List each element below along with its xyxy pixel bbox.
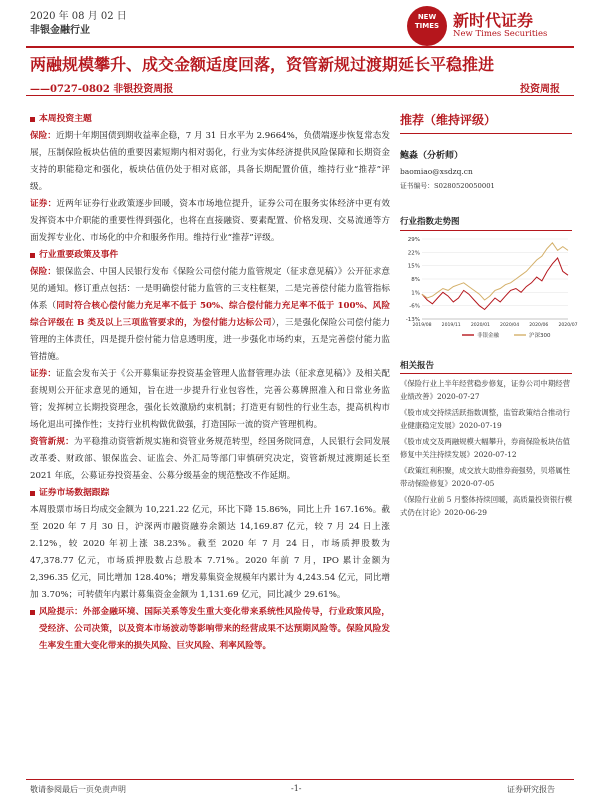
- legend-label: 沪深300: [529, 333, 551, 339]
- related-reports-list: [400, 377, 572, 519]
- y-tick-label: -13%: [405, 317, 420, 323]
- related-report-item[interactable]: 《股市成交持续活跃指数调整，监管政策结合推动行业健康稳定发展》2020-07-19: [400, 408, 570, 430]
- report-type: 投资周报: [520, 84, 560, 95]
- paragraph-insurance: 保险：近期十年期国债到期收益率企稳，7 月 31 日水平为 2.9664%，负债端逐步恢复常态发展，压制保险板块估值的重要因素短期内相对弱化，行业为实体经济提供风险保障和长期资金支持的职能稳定和强化，板块估值仍处于相对底部，具备长期配置价值，维持行业“推荐”评级。: [30, 131, 390, 192]
- analyst-email[interactable]: baomiao@xsdzq.cn: [400, 167, 473, 176]
- page-number: -1-: [291, 784, 302, 793]
- rating: 推荐（维持评级）: [400, 111, 572, 134]
- bullet-square-icon: [30, 117, 35, 122]
- section-heading: 证券市场数据跟踪: [30, 485, 390, 502]
- bullet-square-icon: [30, 610, 35, 615]
- related-report-item[interactable]: 《股市成交及两融规模大幅攀升，券商保险板块估值修复中关注持续发展》2020-07-12: [400, 437, 570, 459]
- x-tick-label: 2020/07: [558, 323, 578, 328]
- header-divider: [26, 46, 574, 48]
- paragraph-securities: 证券：近两年证券行业政策逐步回暖，资本市场地位提升，证券公司在服务实体经济中更有效发挥资本中介职能的重要性得到强化，也将在直接融资、要素配置、价格发现、交易流通等方面发挥专业化、市场化的中介和服务作用。维持行业“推荐”评级。: [30, 199, 390, 243]
- legend-label: 非银金融: [477, 333, 500, 339]
- footer-divider: [26, 779, 574, 780]
- footer-disclaimer: 敬请参阅最后一页免责声明: [30, 785, 126, 794]
- analyst-cert: 证书编号：S0280520050001: [400, 182, 495, 190]
- footer-label: 证券研究报告: [507, 785, 555, 794]
- y-tick-label: 8%: [411, 277, 420, 283]
- sidebar: [400, 111, 578, 519]
- industry-label: 非银金融行业: [30, 25, 90, 36]
- summary-column: [30, 111, 390, 655]
- section-heading: 本周投资主题: [30, 111, 390, 128]
- section-heading: 行业重要政策及事件: [30, 247, 390, 264]
- index-trend-chart: [400, 235, 578, 345]
- x-tick-label: 2019/08: [412, 323, 432, 328]
- paragraph-asset-mgmt: 资管新规：为平稳推动资管新规实施和资管业务规范转型，经国务院同意，人民银行会同发展改革委、财政部、银保监会、证监会、外汇局等部门审慎研究决定，资管新规过渡期延长至 2021 年底，公募证券投资基金、公募分级基金的规范整改不作延期。: [30, 437, 390, 481]
- brand-logo: [407, 6, 567, 46]
- analyst-name: 鲍淼（分析师）: [400, 151, 464, 161]
- y-tick-label: -6%: [409, 303, 420, 310]
- logo-cn-name: 新时代证券: [453, 11, 534, 30]
- paragraph-market-data: 本周股票市场日均成交金额为 10,221.22 亿元，环比下降 15.86%，同比上升 167.16%。截至 2020 年 7 月 30 日，沪深两市融资融券余额达 14,169.87 亿元，较 7 月 24 日上涨 2.12%，较 2020 年初上涨 38.23%。截至 2020 年 7 月 24 日，市场质押股数为 47,378.77 亿元，市场质押股数占总股本 7.71%。2020 年前 7 月，IPO 累计金额为 2,396.35 亿元，同比增加 128.40%；增发募集资金规模年内累计为 4,243.54 亿元，同比增加 3.70%；可转债年内累计募集资金金额为 1,131.69 亿元，同比减少 29.61%。: [30, 505, 390, 600]
- related-report-item[interactable]: 《政策红利积聚，成交放大助推券商强势，贝塔属性带动保险修复》2020-07-05: [400, 466, 570, 488]
- x-tick-label: 2020/06: [529, 323, 549, 328]
- related-report-item[interactable]: 《保险行业前 5 月整体持续回暖，高质量投资银行模式仍在讨论》2020-06-29: [400, 495, 572, 517]
- bullet-square-icon: [30, 253, 35, 258]
- risk-warning: 风险提示：外部金融环境、国际关系等发生重大变化带来系统性风险传导，行业政策风险，受经济、公司决策，以及资本市场波动等影响带来的经营成果不达预期风险等。保险风险发生率发生重大变化带来的损失风险、巨灾风险、利率风险等。: [30, 604, 390, 655]
- logo-mark-icon: NEW TIMES: [407, 6, 447, 46]
- x-tick-label: 2020/04: [500, 323, 520, 328]
- bullet-square-icon: [30, 491, 35, 496]
- y-tick-label: 22%: [407, 250, 420, 257]
- related-report-item[interactable]: 《保险行业上半年经营稳步修复，证券公司中期经营业绩改善》2020-07-27: [400, 379, 570, 401]
- x-tick-label: 2019/11: [441, 323, 461, 328]
- report-title: 两融规模攀升、成交金额适度回落，资管新规过渡期延长平稳推进: [30, 55, 495, 74]
- report-date: 2020 年 08 月 02 日: [30, 11, 127, 22]
- y-tick-label: 1%: [411, 290, 420, 297]
- related-reports-title: 相关报告: [400, 359, 572, 374]
- paragraph-securities-policy: 证券：证监会发布关于《公开募集证券投资基金管理人监督管理办法（征求意见稿）》及相关配套规则公开征求意见的通知，旨在进一步提升行业包容性，完善公募牌照准入和日常业务监管；发挥树立长期投资理念，强化长效激励约束机制；打造更有韧性的行业生态，提高机构市场化退出可操作性；支持行业机构做优做强，打造国际一流的资产管理机构。: [30, 369, 390, 430]
- y-tick-label: 15%: [407, 263, 420, 270]
- report-subtitle: ——0727-0802 非银投资周报: [30, 84, 174, 95]
- logo-en-name: New Times Securities: [453, 29, 548, 39]
- x-tick-label: 2020/01: [470, 323, 490, 328]
- chart-title: 行业指数走势图: [400, 215, 572, 231]
- title-divider: [26, 95, 574, 96]
- y-tick-label: 29%: [407, 237, 420, 243]
- series-line-1: [422, 243, 568, 300]
- paragraph-insurance-policy: 保险：银保监会、中国人民银行发布《保险公司偿付能力监管规定（征求意见稿）》公开征求意见的通知。修订重点包括：一是明确偿付能力监管的三支柱框架，二是完善偿付能力监管指标体系（同时符合核心偿付能力充足率不低于 50%、综合偿付能力充足率不低于 100%、风险综合评级在 B 类及以上三项监管要求的，为偿付能力达标公司），三是强化保险公司偿付能力管理的主体责任，四是提升偿付能力信息透明度，进一步强化市场约束，五是完善偿付能力监管措施。: [30, 267, 390, 362]
